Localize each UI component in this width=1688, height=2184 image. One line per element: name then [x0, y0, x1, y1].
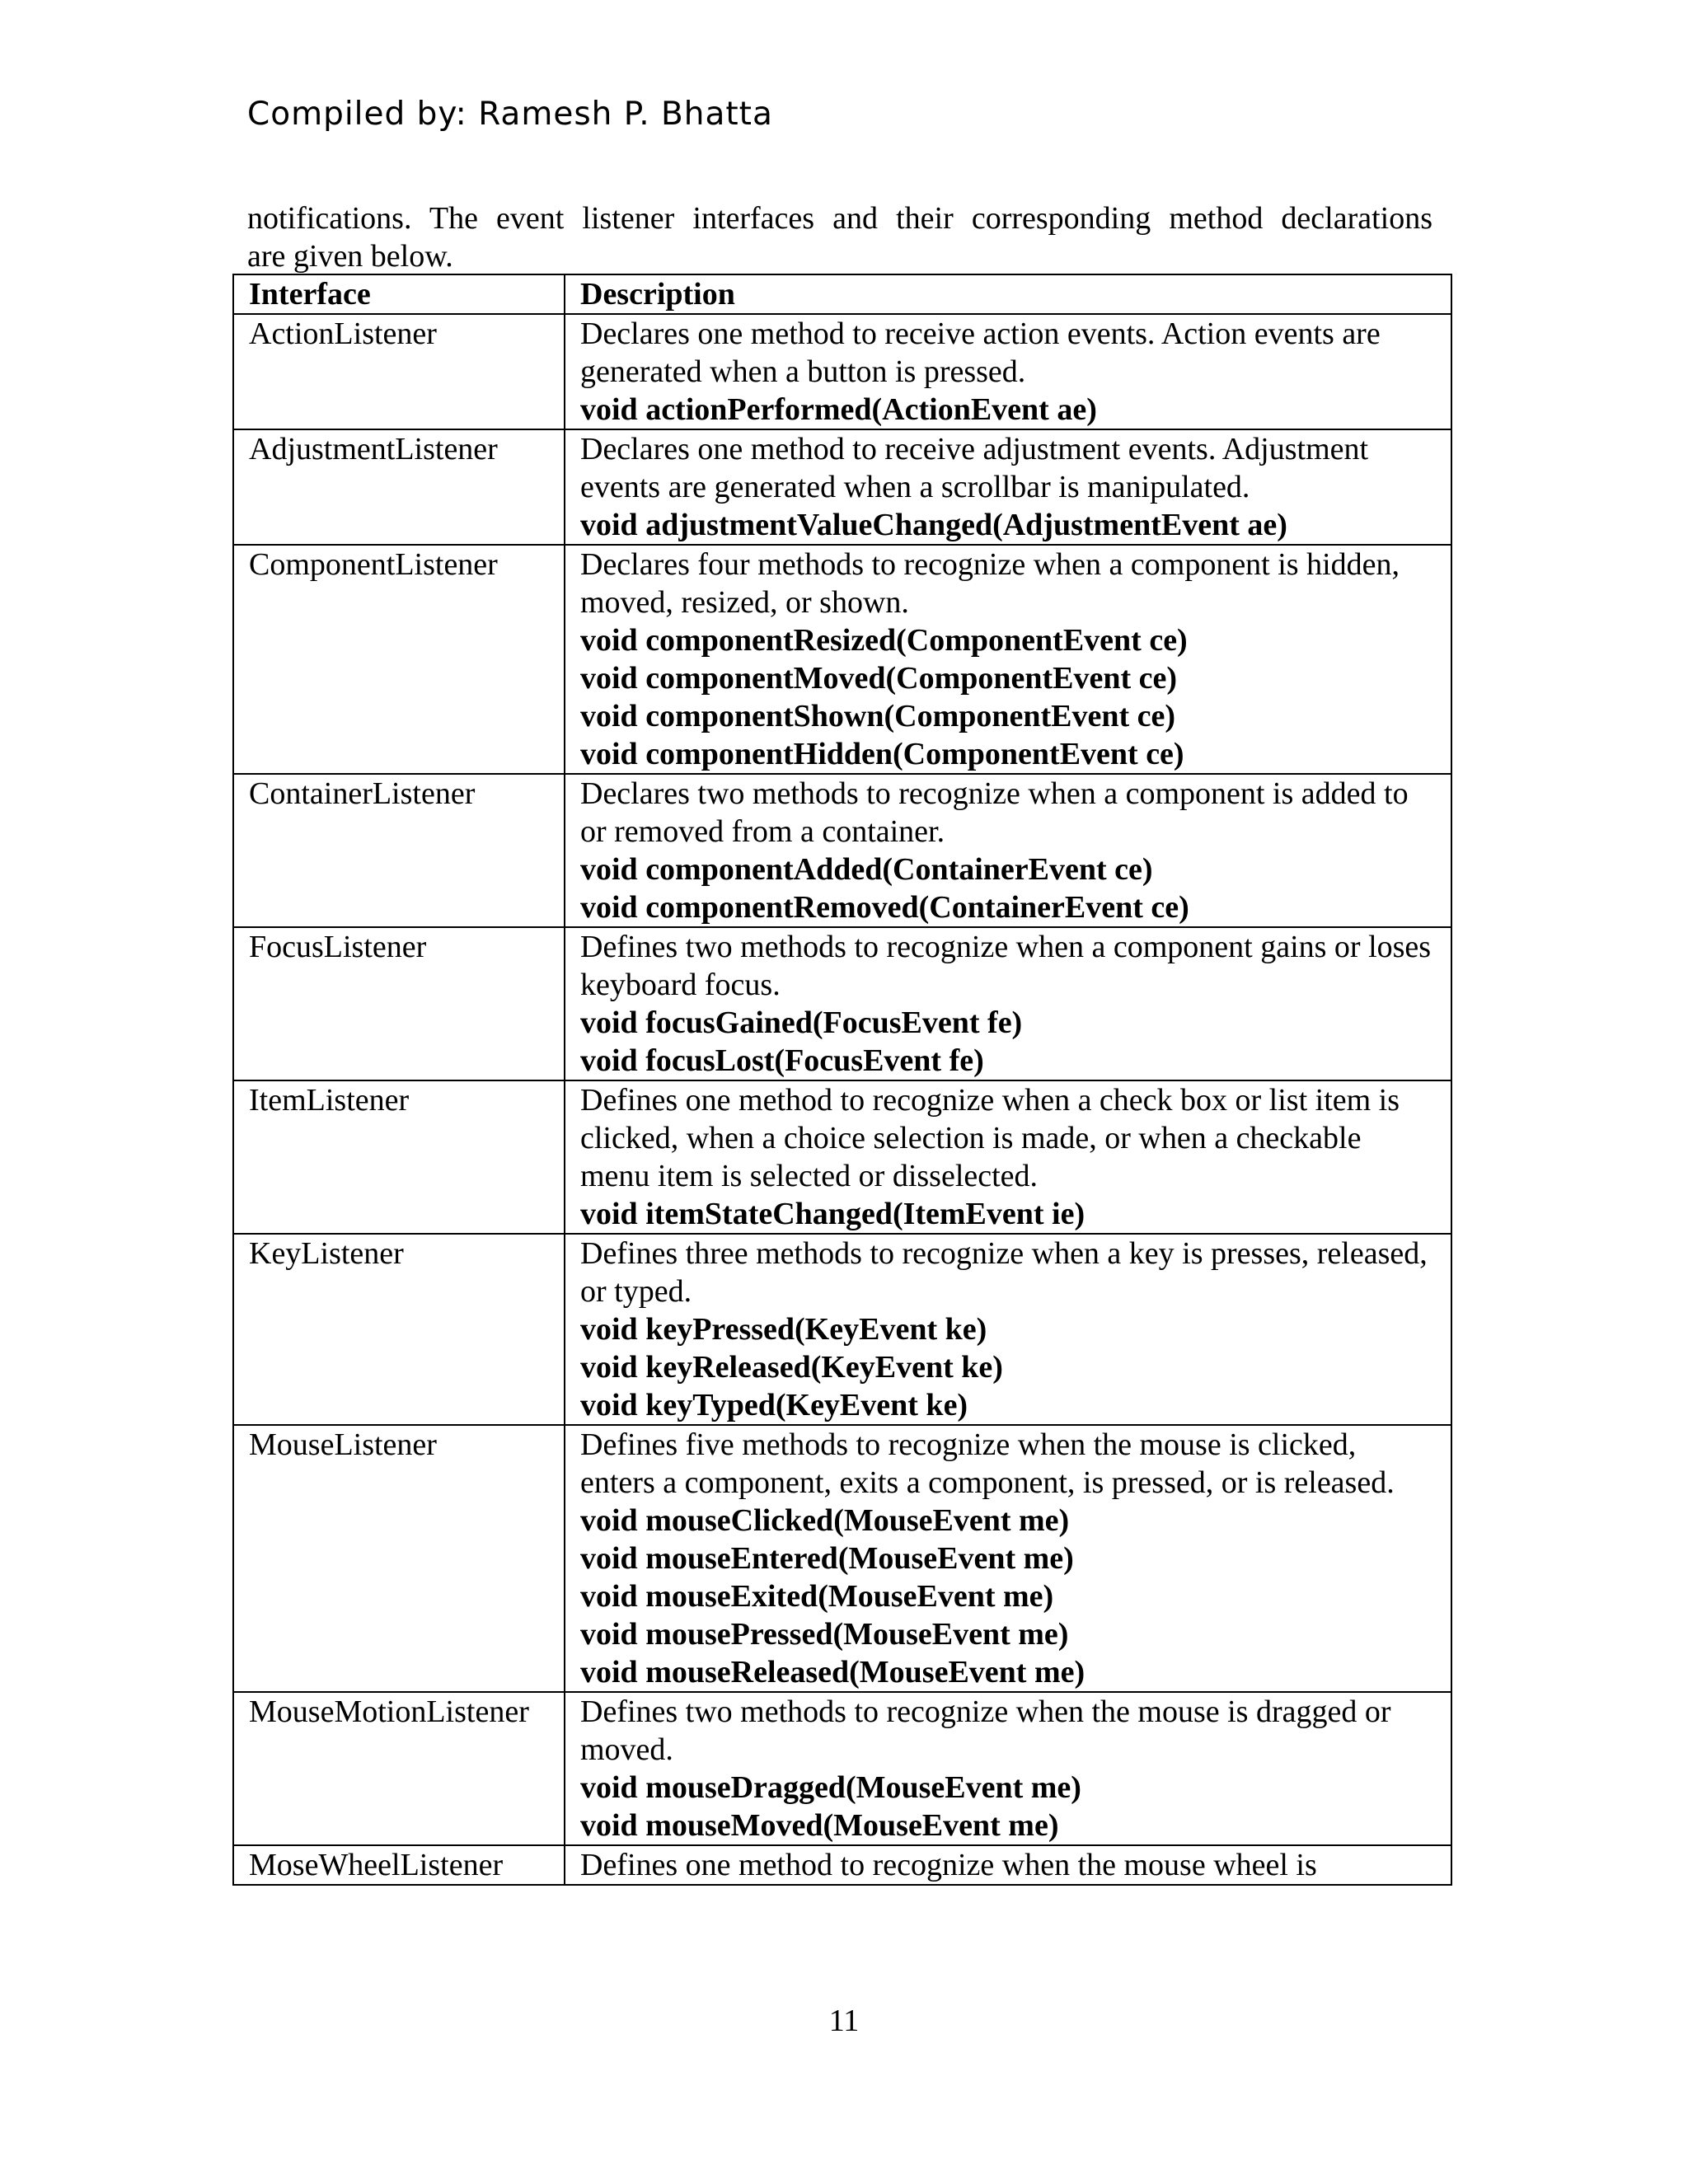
description-text: Declares two methods to recognize when a component is added to or removed from a container. [580, 776, 1409, 849]
method-signature: void keyTyped(KeyEvent ke) [580, 1388, 968, 1422]
method-signature: void componentAdded(ContainerEvent ce) [580, 852, 1153, 887]
interface-name-cell: ContainerListener [233, 774, 565, 927]
description-cell [565, 927, 1451, 1080]
intro-line-2: are given below. [247, 239, 453, 274]
method-signature: void focusGained(FocusEvent fe) [580, 1005, 1023, 1040]
description-text: Defines two methods to recognize when a component gains or loses keyboard focus. [580, 930, 1432, 1002]
method-signature: void mouseClicked(MouseEvent me) [580, 1503, 1070, 1538]
description-cell [565, 1080, 1451, 1234]
description-text: Declares four methods to recognize when a component is hidden, moved, resized, or shown. [580, 547, 1400, 620]
column-header-description: Description [565, 274, 1451, 314]
description-cell [565, 429, 1451, 545]
table-row [233, 545, 1451, 774]
table-header-row [233, 274, 1451, 314]
method-signature: void componentHidden(ComponentEvent ce) [580, 737, 1184, 771]
description-cell [565, 774, 1451, 927]
description-text: Defines five methods to recognize when the mouse is clicked, enters a component, exits a component, is pressed, or is released. [580, 1427, 1395, 1500]
table-row [233, 314, 1451, 429]
interface-name-cell: ItemListener [233, 1080, 565, 1234]
method-signature: void keyPressed(KeyEvent ke) [580, 1312, 987, 1347]
table-row [233, 1692, 1451, 1845]
table-row [233, 429, 1451, 545]
table-row [233, 1845, 1451, 1885]
interface-name-cell: AdjustmentListener [233, 429, 565, 545]
table-body [233, 314, 1451, 1885]
listener-interfaces-table [232, 274, 1452, 1886]
intro-paragraph [247, 199, 1432, 275]
description-cell [565, 1234, 1451, 1425]
interface-name-cell: ActionListener [233, 314, 565, 429]
interface-name-cell: KeyListener [233, 1234, 565, 1425]
description-text: Defines two methods to recognize when the mouse is dragged or moved. [580, 1694, 1391, 1767]
table-row [233, 1425, 1451, 1692]
method-signature: void adjustmentValueChanged(AdjustmentEvent ae) [580, 508, 1287, 542]
table-row [233, 774, 1451, 927]
table-row [233, 927, 1451, 1080]
method-signature: void componentResized(ComponentEvent ce) [580, 623, 1188, 658]
method-signature: void mouseMoved(MouseEvent me) [580, 1808, 1059, 1843]
method-signature: void mouseDragged(MouseEvent me) [580, 1770, 1081, 1805]
intro-line-1: notifications. The event listener interfaces and their corresponding method declarations [247, 201, 1432, 236]
interface-name-cell: MouseMotionListener [233, 1692, 565, 1845]
description-text: Defines one method to recognize when a check box or list item is clicked, when a choice selection is made, or when a checkable menu item is selected or disselected. [580, 1083, 1400, 1193]
method-signature: void mouseReleased(MouseEvent me) [580, 1655, 1085, 1690]
interface-name-cell: MouseListener [233, 1425, 565, 1692]
method-signature: void mouseExited(MouseEvent me) [580, 1579, 1054, 1614]
description-text: Declares one method to receive action events. Action events are generated when a button is pressed. [580, 316, 1381, 389]
description-text: Defines three methods to recognize when a key is presses, released, or typed. [580, 1236, 1428, 1309]
description-cell [565, 314, 1451, 429]
column-header-interface: Interface [233, 274, 565, 314]
description-cell [565, 1425, 1451, 1692]
description-cell [565, 1845, 1451, 1885]
method-signature: void focusLost(FocusEvent fe) [580, 1043, 984, 1078]
method-signature: void mousePressed(MouseEvent me) [580, 1617, 1069, 1652]
description-cell [565, 1692, 1451, 1845]
method-signature: void componentShown(ComponentEvent ce) [580, 699, 1176, 733]
interface-name-cell: ComponentListener [233, 545, 565, 774]
description-cell [565, 545, 1451, 774]
method-signature: void keyReleased(KeyEvent ke) [580, 1350, 1003, 1385]
page-header: Compiled by: Ramesh P. Bhatta [247, 96, 773, 133]
interface-name-cell: MoseWheelListener [233, 1845, 565, 1885]
page-number: 11 [828, 2004, 860, 2038]
description-text: Declares one method to receive adjustment events. Adjustment events are generated when a scrollbar is manipulated. [580, 432, 1369, 504]
table-row [233, 1080, 1451, 1234]
description-text: Defines one method to recognize when the mouse wheel is [580, 1848, 1317, 1882]
method-signature: void mouseEntered(MouseEvent me) [580, 1541, 1074, 1576]
method-signature: void actionPerformed(ActionEvent ae) [580, 392, 1097, 427]
table-row [233, 1234, 1451, 1425]
method-signature: void componentRemoved(ContainerEvent ce) [580, 890, 1189, 925]
method-signature: void itemStateChanged(ItemEvent ie) [580, 1197, 1085, 1231]
method-signature: void componentMoved(ComponentEvent ce) [580, 661, 1178, 696]
interface-name-cell: FocusListener [233, 927, 565, 1080]
